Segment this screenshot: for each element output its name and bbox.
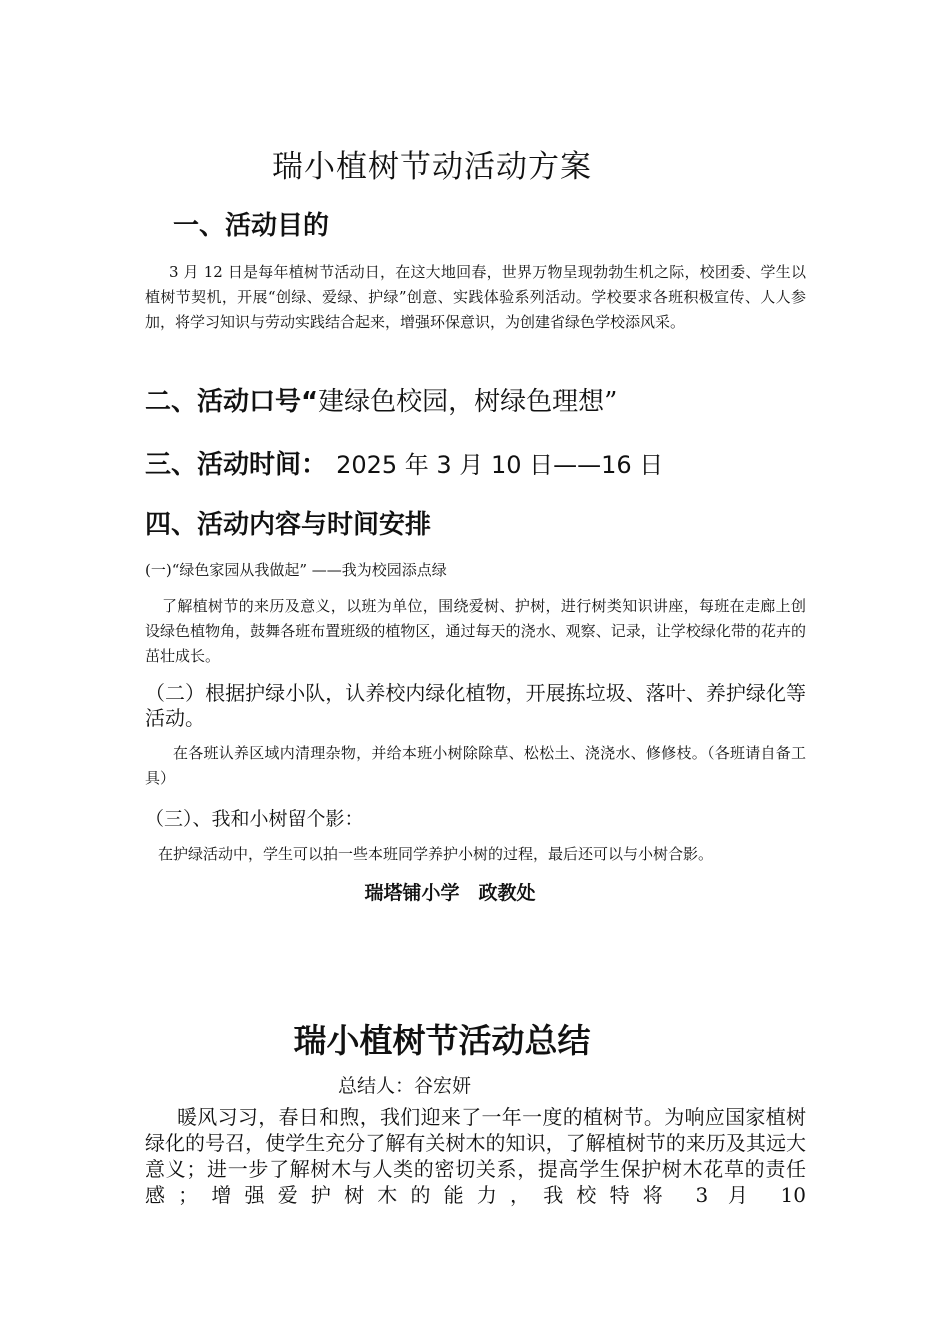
item-2-body: 在各班认养区域内清理杂物，并给本班小树除除草、松松土、浇浇水、修修枝。（各班请自备工具） (145, 744, 806, 787)
item-1-title: (一)“绿色家园从我做起” ——我为校园添点绿 (145, 561, 447, 579)
section-3-label: 三、活动时间： (145, 450, 328, 480)
summary-title: 瑞小植树节活动总结 (293, 1021, 591, 1060)
item-3-title: （三）、我和小树留个影： (145, 808, 364, 830)
item-3-body: 在护绿活动中，学生可以拍一些本班同学养护小树的过程，最后还可以与小树合影。 (158, 845, 714, 863)
item-2-title: （二）根据护绿小队，认养校内绿化植物，开展拣垃圾、落叶、养护绿化等活动。 (145, 681, 806, 730)
section-3-heading (145, 444, 663, 481)
summary-author: 总结人：谷宏妍 (338, 1075, 472, 1097)
plan-title: 瑞小植树节动活动方案 (272, 149, 592, 185)
section-2-label: 二、活动口号“ (145, 387, 319, 417)
item-1-body: 了解植树节的来历及意义，以班为单位，围绕爱树、护树，进行树类知识讲座，每班在走廊上创设绿色植物角，鼓舞各班布置班级的植物区，通过每天的浇水、观察、记录，让学校绿化带的花卉的茁壮成长。 (145, 597, 806, 665)
section-2-heading (145, 381, 617, 418)
plan-signature: 瑞塔铺小学 政教处 (364, 882, 536, 904)
section-1-body: 3 月 12 日是每年植树节活动日，在这大地回春，世界万物呈现勃勃生机之际，校团委、学生以植树节契机，开展“创绿、爱绿、护绿”创意、实践体验系列活动。学校要求各班积极宣传、人人参加，将学习知识与劳动实践结合起来，增强环保意识，为创建省绿色学校添风采。 (145, 263, 806, 331)
section-4-heading: 四、活动内容与时间安排 (145, 510, 432, 540)
section-1-heading: 一、活动目的 (173, 211, 330, 241)
summary-body: 暖风习习，春日和煦，我们迎来了一年一度的植树节。为响应国家植树绿化的号召，使学生充分了解有关树木的知识，了解植树节的来历及其远大意义；进一步了解树木与人类的密切关系，提高学生保护树木花草的责任感；增强爱护树木的能力，我校特将 3 月 10 (145, 1105, 806, 1207)
section-2-slogan: 建绿色校园，树绿色理想” (318, 387, 618, 417)
section-3-time: 2025 年 3 月 10 日——16 日 (336, 451, 664, 479)
